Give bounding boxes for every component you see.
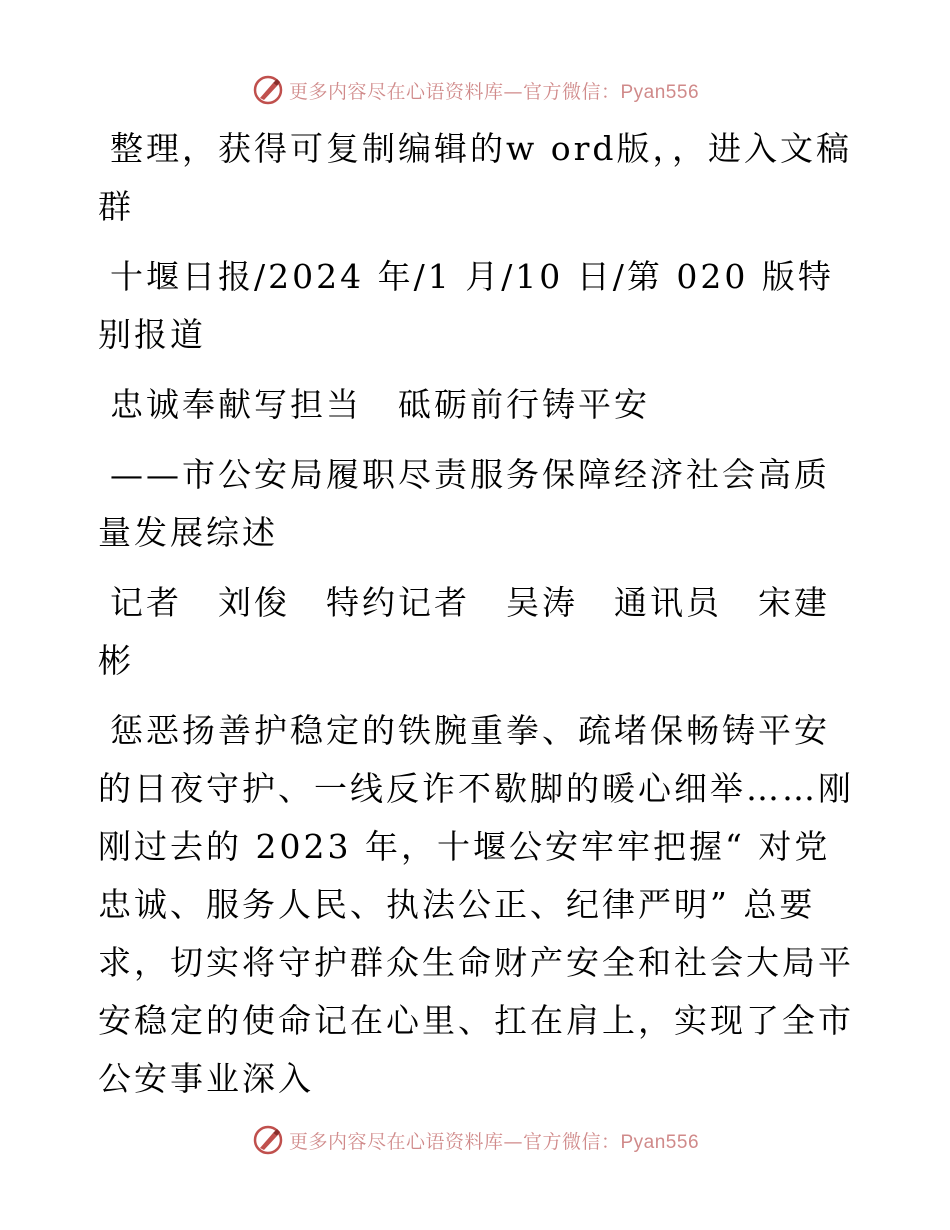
note-line: 整理，获得可复制编辑的w ord版，，进入文稿群 xyxy=(98,129,853,226)
pen-seal-icon xyxy=(251,73,285,107)
article-subtitle: ——市公安局履职尽责服务保障经济社会高质量发展综述 xyxy=(98,455,830,552)
byline: 记者 刘俊 特约记者 吴涛 通讯员 宋建彬 xyxy=(98,583,830,680)
article-title: 忠诚奉献写担当 砥砺前行铸平安 xyxy=(110,385,650,424)
pen-seal-icon xyxy=(251,1123,285,1157)
header-watermark xyxy=(0,70,950,110)
body-paragraph: 惩恶扬善护稳定的铁腕重拳、疏堵保畅铸平安的日夜守护、一线反诈不歇脚的暖心细举……刚刚过去的 2023 年，十堰公安牢牢把握“ 对党忠诚、服务人民、执法公正、纪律严明” 总要求，切实将守护群众生命财产安全和社会大局平安稳定的使命记在心里、扛在肩上，实现了全市公安事业深入 xyxy=(98,711,854,1098)
source-line: 十堰日报/2024 年/1 月/10 日/第 020 版特别报道 xyxy=(98,257,834,354)
footer-watermark xyxy=(0,1120,950,1160)
watermark-text: 更多内容尽在心语资料库—官方微信：Pyan556 xyxy=(288,1130,700,1153)
watermark-text: 更多内容尽在心语资料库—官方微信：Pyan556 xyxy=(288,80,700,103)
article-body xyxy=(98,120,858,1108)
